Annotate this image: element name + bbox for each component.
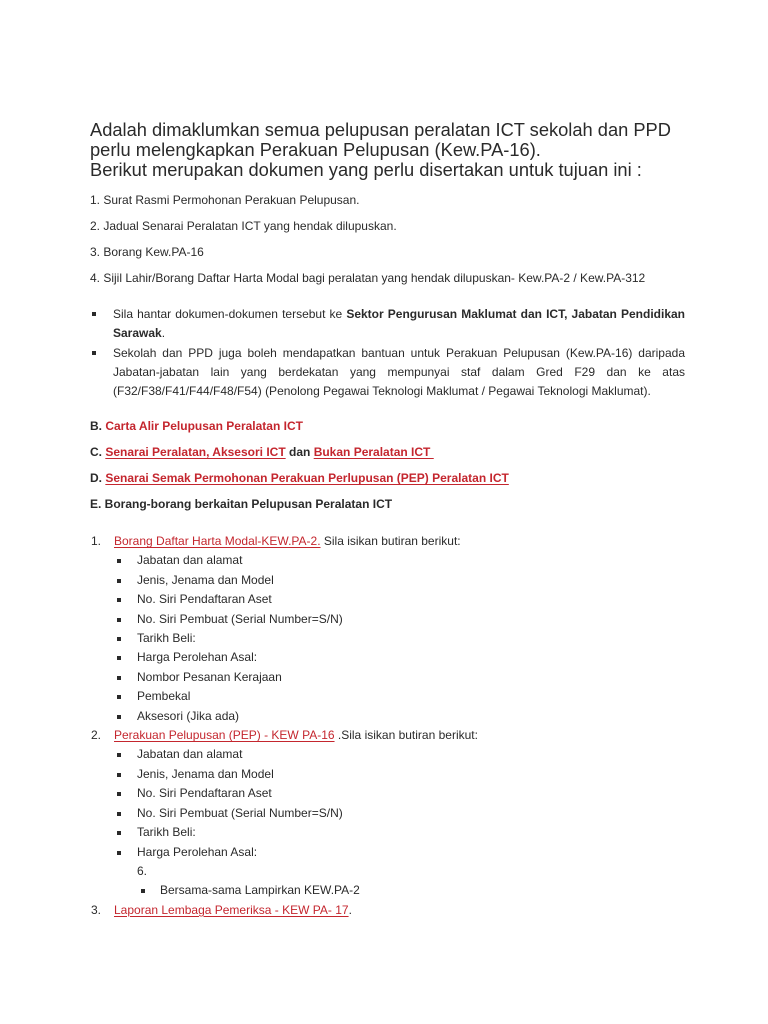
bullet-icon — [117, 831, 121, 835]
form-heading — [114, 726, 690, 745]
form-field — [114, 823, 690, 842]
forms-list — [90, 532, 690, 920]
form-field-label: Harga Perolehan Asal: — [137, 844, 258, 859]
form-field-label: No. Siri Pembuat (Serial Number=S/N) — [137, 611, 343, 626]
form-field-label: Jenis, Jenama dan Model — [137, 572, 274, 587]
equipment-accessories-link[interactable]: Senarai Peralatan, Aksesori ICT — [105, 445, 286, 459]
intro-heading: Adalah dimaklumkan semua pelupusan peralatan ICT sekolah dan PPD perlu melengkapkan Perakuan Pelupusan (Kew.PA-16). — [90, 119, 671, 160]
bullet-icon — [117, 676, 121, 680]
form-field-label: No. Siri Pendaftaran Aset — [137, 592, 272, 607]
form-instruction: .Sila isikan butiran berikut: — [337, 728, 478, 743]
section-c — [90, 444, 730, 460]
section-c-joiner: dan — [289, 445, 311, 459]
form-field — [114, 610, 690, 629]
form-attachment-label: Bersama-sama Lampirkan KEW.PA-2 — [160, 883, 360, 898]
bullet-icon — [117, 618, 121, 622]
form-field — [114, 629, 690, 648]
form-field — [114, 590, 690, 609]
form-field-label: Tarikh Beli: — [137, 825, 196, 840]
section-c-label: C. — [90, 445, 102, 459]
section-d — [90, 470, 730, 486]
form-field-label: Jabatan dan alamat — [137, 553, 243, 568]
required-document-item: 3. Borang Kew.PA-16 — [90, 245, 204, 259]
bullet-icon — [117, 695, 121, 699]
notes-list — [90, 305, 685, 402]
form-field — [114, 784, 690, 803]
bullet-icon — [117, 598, 121, 602]
form-item-kew-pa-17 — [90, 901, 690, 920]
form-field-label: Pembekal — [137, 689, 191, 704]
bullet-icon — [92, 312, 96, 316]
intro-subheading: Berikut merupakan dokumen yang perlu disertakan untuk tujuan ini : — [90, 159, 642, 180]
section-d-label: D. — [90, 471, 102, 485]
form-field — [114, 551, 690, 570]
bullet-icon — [117, 579, 121, 583]
form-field — [114, 843, 690, 862]
kew-pa-17-link[interactable]: Laporan Lembaga Pemeriksa - KEW PA- 17 — [114, 902, 349, 917]
form-field-label: Jenis, Jenama dan Model — [137, 766, 274, 781]
form-number: 1. — [91, 534, 102, 548]
form-field-label: Jabatan dan alamat — [137, 747, 243, 762]
bullet-icon — [117, 637, 121, 641]
form-field-label: No. Siri Pendaftaran Aset — [137, 786, 272, 801]
form-field — [114, 745, 690, 764]
form-field — [114, 668, 690, 687]
bullet-icon — [92, 351, 96, 355]
required-document-item: 4. Sijil Lahir/Borang Daftar Harta Modal bagi peralatan yang hendak dilupuskan- Kew.PA-2 / Kew.PA-312 — [90, 271, 646, 285]
form-field-label: Harga Perolehan Asal: — [137, 650, 258, 665]
note-send-suffix: . — [161, 326, 166, 340]
flowchart-link[interactable]: Carta Alir Pelupusan Peralatan ICT — [105, 419, 303, 433]
form-field — [114, 648, 690, 667]
bullet-icon — [117, 559, 121, 563]
required-document-item: 2. Jadual Senarai Peralatan ICT yang hendak dilupuskan. — [90, 219, 397, 233]
form-item-kew-pa-2 — [90, 532, 690, 726]
form-field-label: Aksesori (Jika ada) — [137, 708, 240, 723]
form-instruction: Sila isikan butiran berikut: — [323, 534, 461, 548]
non-equipment-link[interactable]: Bukan Peralatan ICT — [313, 445, 434, 459]
form-number: 3. — [91, 902, 102, 917]
section-b — [90, 418, 730, 434]
form-field-label: Tarikh Beli: — [137, 631, 196, 646]
form-attachment-note — [114, 881, 690, 900]
form-sub-number-label: 6. — [137, 863, 148, 878]
form-field — [114, 571, 690, 590]
kew-pa-16-link[interactable]: Perakuan Pelupusan (PEP) - KEW PA-16 — [114, 728, 335, 743]
bullet-icon — [117, 851, 121, 855]
form-heading — [114, 532, 690, 551]
bullet-icon — [117, 773, 121, 777]
form-number: 2. — [91, 728, 102, 743]
note-send-prefix: Sila hantar dokumen-dokumen tersebut ke — [113, 307, 343, 321]
form-field — [114, 804, 690, 823]
note-assistance — [90, 344, 685, 401]
note-assistance-text: Sekolah dan PPD juga boleh mendapatkan bantuan untuk Perakuan Pelupusan (Kew.PA-16) daripada Jabatan-jabatan lain yang berdekatan yang mempunyai staf dalam Gred F29 dan ke atas (F32/F38/F41/F44/F48/F54) (Penolong Pegawai Teknologi Maklumat / Pegawai Teknologi Maklumat). — [113, 346, 685, 398]
required-document-item: 1. Surat Rasmi Permohonan Perakuan Pelupusan. — [90, 193, 360, 207]
form-item-kew-pa-16 — [90, 726, 690, 901]
intro — [90, 120, 700, 180]
section-e-title: E. Borang-borang berkaitan Pelupusan Peralatan ICT — [90, 497, 393, 511]
form-field — [114, 687, 690, 706]
form-field-label: Nombor Pesanan Kerajaan — [137, 669, 282, 684]
bullet-icon — [117, 715, 121, 719]
note-send-recipient: Sektor Pengurusan Maklumat dan ICT, Jabatan Pendidikan Sarawak — [113, 307, 685, 340]
checklist-link[interactable]: Senarai Semak Permohonan Perakuan Perlupusan (PEP) Peralatan ICT — [105, 471, 509, 485]
form-suffix: . — [348, 902, 352, 917]
section-links — [90, 418, 730, 522]
form-field-label: No. Siri Pembuat (Serial Number=S/N) — [137, 805, 343, 820]
note-send-documents — [90, 305, 685, 343]
form-field — [114, 765, 690, 784]
bullet-icon — [117, 656, 121, 660]
form-field — [114, 707, 690, 726]
bullet-icon — [117, 792, 121, 796]
section-b-label: B. — [90, 419, 102, 433]
form-heading — [114, 901, 690, 920]
required-documents-list — [90, 192, 730, 296]
bullet-icon — [117, 753, 121, 757]
bullet-icon — [141, 889, 145, 893]
kew-pa-2-link[interactable]: Borang Daftar Harta Modal-KEW.PA-2. — [114, 534, 321, 548]
form-sub-number — [114, 862, 690, 881]
bullet-icon — [117, 812, 121, 816]
